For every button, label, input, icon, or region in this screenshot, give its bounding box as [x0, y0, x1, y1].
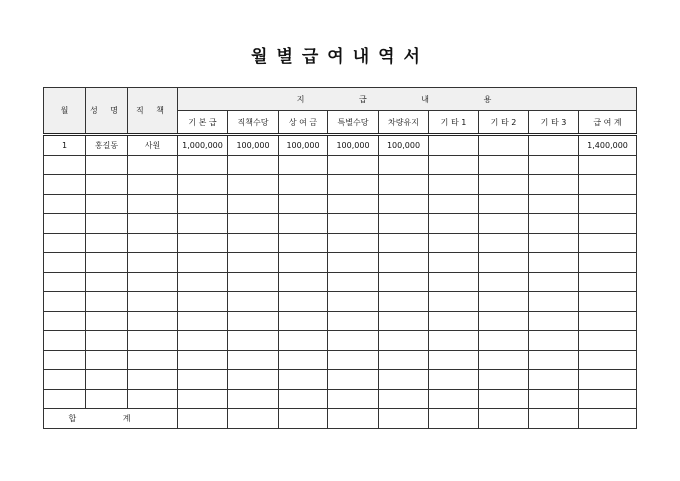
table-cell[interactable]: [279, 194, 328, 214]
table-cell[interactable]: [328, 194, 379, 214]
table-cell[interactable]: [379, 155, 429, 175]
table-cell[interactable]: [128, 155, 178, 175]
header-pay-item: 차량유지: [379, 111, 429, 135]
table-cell[interactable]: [328, 253, 379, 273]
table-cell[interactable]: [86, 370, 128, 390]
table-cell[interactable]: [228, 350, 279, 370]
table-cell[interactable]: [44, 350, 86, 370]
table-cell[interactable]: [86, 331, 128, 351]
table-cell[interactable]: [279, 233, 328, 253]
total-cell[interactable]: [279, 409, 328, 429]
table-cell[interactable]: [529, 253, 579, 273]
table-cell[interactable]: [479, 155, 529, 175]
table-cell[interactable]: [279, 311, 328, 331]
table-cell[interactable]: [44, 194, 86, 214]
table-cell[interactable]: [479, 233, 529, 253]
table-cell[interactable]: [178, 311, 228, 331]
table-cell[interactable]: 1,400,000: [579, 135, 637, 156]
header-pay-group: 지 급 내 용: [178, 88, 637, 111]
table-cell[interactable]: [529, 214, 579, 234]
total-cell[interactable]: [479, 409, 529, 429]
table-row: [44, 135, 637, 156]
header-pay-item: 급 여 계: [579, 111, 637, 135]
table-cell[interactable]: [429, 350, 479, 370]
table-cell[interactable]: [479, 389, 529, 409]
table-cell[interactable]: [579, 292, 637, 312]
table-cell[interactable]: [328, 175, 379, 195]
table-cell[interactable]: [479, 292, 529, 312]
table-row: [44, 370, 637, 390]
table-cell[interactable]: [128, 370, 178, 390]
table-cell[interactable]: [328, 389, 379, 409]
table-row: [44, 350, 637, 370]
table-cell[interactable]: [479, 331, 529, 351]
table-row: [44, 311, 637, 331]
table-cell[interactable]: [178, 155, 228, 175]
total-cell[interactable]: [178, 409, 228, 429]
table-cell[interactable]: [86, 272, 128, 292]
table-cell[interactable]: [529, 155, 579, 175]
table-cell[interactable]: [479, 350, 529, 370]
table-cell[interactable]: [529, 194, 579, 214]
table-cell[interactable]: [228, 175, 279, 195]
table-cell[interactable]: [579, 272, 637, 292]
table-cell[interactable]: [328, 272, 379, 292]
table-cell[interactable]: [529, 370, 579, 390]
salary-table: [43, 87, 637, 429]
table-cell[interactable]: [429, 389, 479, 409]
table-cell[interactable]: [128, 389, 178, 409]
table-cell[interactable]: [529, 233, 579, 253]
table-cell[interactable]: [44, 389, 86, 409]
table-cell[interactable]: [479, 370, 529, 390]
table-cell[interactable]: [379, 331, 429, 351]
table-cell[interactable]: [178, 272, 228, 292]
table-cell[interactable]: [86, 253, 128, 273]
table-cell[interactable]: 사원: [128, 135, 178, 156]
table-cell[interactable]: [579, 370, 637, 390]
table-cell[interactable]: [128, 194, 178, 214]
table-cell[interactable]: [86, 292, 128, 312]
table-cell[interactable]: [228, 331, 279, 351]
table-cell[interactable]: [379, 389, 429, 409]
table-cell[interactable]: [44, 175, 86, 195]
total-cell[interactable]: [379, 409, 429, 429]
table-row: [44, 175, 637, 195]
header-pay-item: 기 본 급: [178, 111, 228, 135]
table-cell[interactable]: [579, 233, 637, 253]
table-cell[interactable]: [279, 155, 328, 175]
table-cell[interactable]: 100,000: [279, 135, 328, 156]
table-cell[interactable]: [529, 292, 579, 312]
table-cell[interactable]: [379, 194, 429, 214]
table-cell[interactable]: [379, 253, 429, 273]
table-cell[interactable]: [178, 370, 228, 390]
header-month: 월: [44, 88, 86, 135]
table-cell[interactable]: [529, 135, 579, 156]
table-cell[interactable]: [279, 253, 328, 273]
table-cell[interactable]: [279, 175, 328, 195]
table-cell[interactable]: [328, 350, 379, 370]
table-cell[interactable]: [178, 389, 228, 409]
table-cell[interactable]: [228, 272, 279, 292]
table-row: [44, 292, 637, 312]
table-cell[interactable]: [44, 292, 86, 312]
table-cell[interactable]: [579, 350, 637, 370]
table-row: [44, 214, 637, 234]
table-cell[interactable]: [579, 331, 637, 351]
header-name: 성 명: [86, 88, 128, 135]
table-cell[interactable]: [579, 253, 637, 273]
table-row: [44, 194, 637, 214]
table-cell[interactable]: [128, 175, 178, 195]
header-pay-item: 상 여 금: [279, 111, 328, 135]
table-cell[interactable]: [429, 233, 479, 253]
table-cell[interactable]: [529, 350, 579, 370]
table-cell[interactable]: [379, 214, 429, 234]
table-cell[interactable]: [178, 253, 228, 273]
table-cell[interactable]: [128, 292, 178, 312]
table-cell[interactable]: [429, 135, 479, 156]
table-cell[interactable]: [228, 253, 279, 273]
table-cell[interactable]: [178, 233, 228, 253]
table-cell[interactable]: [429, 253, 479, 273]
table-row: [44, 253, 637, 273]
table-cell[interactable]: [178, 214, 228, 234]
table-cell[interactable]: [479, 272, 529, 292]
table-cell[interactable]: [178, 194, 228, 214]
table-cell[interactable]: [44, 155, 86, 175]
table-cell[interactable]: [379, 175, 429, 195]
table-cell[interactable]: [429, 175, 479, 195]
table-cell[interactable]: [479, 214, 529, 234]
table-cell[interactable]: [44, 370, 86, 390]
table-cell[interactable]: [279, 350, 328, 370]
table-cell[interactable]: [429, 311, 479, 331]
table-cell[interactable]: [579, 311, 637, 331]
table-cell[interactable]: [228, 155, 279, 175]
table-cell[interactable]: [128, 311, 178, 331]
table-cell[interactable]: [228, 311, 279, 331]
table-cell[interactable]: [479, 253, 529, 273]
table-cell[interactable]: [328, 370, 379, 390]
table-cell[interactable]: [128, 272, 178, 292]
table-cell[interactable]: [44, 272, 86, 292]
table-row: [44, 389, 637, 409]
table-cell[interactable]: [178, 292, 228, 312]
table-cell[interactable]: [328, 214, 379, 234]
table-cell[interactable]: [579, 175, 637, 195]
table-cell[interactable]: [328, 331, 379, 351]
table-cell[interactable]: [178, 175, 228, 195]
header-pay-item: 기 타 2: [479, 111, 529, 135]
table-cell[interactable]: [379, 311, 429, 331]
table-cell[interactable]: [429, 194, 479, 214]
table-cell[interactable]: [279, 292, 328, 312]
table-row: [44, 233, 637, 253]
total-cell[interactable]: [228, 409, 279, 429]
table-cell[interactable]: 100,000: [379, 135, 429, 156]
header-position: 직 책: [128, 88, 178, 135]
table-cell[interactable]: [279, 370, 328, 390]
table-cell[interactable]: [479, 175, 529, 195]
table-cell[interactable]: [44, 331, 86, 351]
table-cell[interactable]: 100,000: [328, 135, 379, 156]
table-cell[interactable]: 1,000,000: [178, 135, 228, 156]
table-row: [44, 331, 637, 351]
table-cell[interactable]: [86, 389, 128, 409]
table-cell[interactable]: [228, 233, 279, 253]
table-row: [44, 155, 637, 175]
table-cell[interactable]: [228, 370, 279, 390]
table-cell[interactable]: [529, 175, 579, 195]
table-cell[interactable]: [128, 214, 178, 234]
table-cell[interactable]: [529, 272, 579, 292]
table-cell[interactable]: 홍길동: [86, 135, 128, 156]
table-cell[interactable]: [86, 194, 128, 214]
table-cell[interactable]: [228, 194, 279, 214]
table-cell[interactable]: [429, 214, 479, 234]
table-cell[interactable]: [429, 331, 479, 351]
table-cell[interactable]: [44, 311, 86, 331]
table-cell[interactable]: [44, 233, 86, 253]
table-cell[interactable]: [86, 350, 128, 370]
header-pay-item: 기 타 3: [529, 111, 579, 135]
table-cell[interactable]: [479, 135, 529, 156]
table-cell[interactable]: [44, 253, 86, 273]
table-cell[interactable]: [128, 253, 178, 273]
table-cell[interactable]: [328, 155, 379, 175]
header-pay-item: 기 타 1: [429, 111, 479, 135]
table-cell[interactable]: [379, 272, 429, 292]
table-cell[interactable]: 100,000: [228, 135, 279, 156]
table-cell[interactable]: [429, 370, 479, 390]
table-cell[interactable]: [328, 292, 379, 312]
table-cell[interactable]: [579, 155, 637, 175]
table-cell[interactable]: [279, 214, 328, 234]
table-cell[interactable]: [479, 311, 529, 331]
table-cell[interactable]: [328, 233, 379, 253]
total-cell[interactable]: [429, 409, 479, 429]
header-pay-item: 특별수당: [328, 111, 379, 135]
table-cell[interactable]: [429, 272, 479, 292]
header-pay-item: 직책수당: [228, 111, 279, 135]
table-cell[interactable]: [479, 194, 529, 214]
table-cell[interactable]: [86, 175, 128, 195]
table-cell[interactable]: [579, 389, 637, 409]
table-cell[interactable]: [128, 331, 178, 351]
total-label: 합 계: [44, 409, 178, 429]
table-cell[interactable]: [529, 311, 579, 331]
table-cell[interactable]: [379, 292, 429, 312]
table-cell[interactable]: [128, 350, 178, 370]
table-cell[interactable]: [579, 214, 637, 234]
table-cell[interactable]: [279, 272, 328, 292]
total-cell[interactable]: [529, 409, 579, 429]
table-cell[interactable]: [228, 389, 279, 409]
table-cell[interactable]: [379, 370, 429, 390]
table-cell[interactable]: [128, 233, 178, 253]
table-cell[interactable]: [86, 214, 128, 234]
table-cell[interactable]: [328, 311, 379, 331]
table-cell[interactable]: [178, 350, 228, 370]
table-cell[interactable]: [44, 214, 86, 234]
table-cell[interactable]: [228, 292, 279, 312]
total-cell[interactable]: [328, 409, 379, 429]
table-cell[interactable]: [379, 350, 429, 370]
table-cell[interactable]: [379, 233, 429, 253]
table-cell[interactable]: 1: [44, 135, 86, 156]
table-cell[interactable]: [529, 389, 579, 409]
table-row: [44, 272, 637, 292]
table-cell[interactable]: [579, 194, 637, 214]
table-cell[interactable]: [86, 311, 128, 331]
table-cell[interactable]: [529, 331, 579, 351]
table-cell[interactable]: [429, 292, 479, 312]
document-title: 월별급여내역서: [251, 47, 429, 67]
table-cell[interactable]: [178, 331, 228, 351]
total-cell[interactable]: [579, 409, 637, 429]
table-cell[interactable]: [429, 155, 479, 175]
table-cell[interactable]: [86, 155, 128, 175]
table-cell[interactable]: [279, 331, 328, 351]
total-row: [44, 409, 637, 429]
table-cell[interactable]: [86, 233, 128, 253]
table-cell[interactable]: [228, 214, 279, 234]
table-cell[interactable]: [279, 389, 328, 409]
